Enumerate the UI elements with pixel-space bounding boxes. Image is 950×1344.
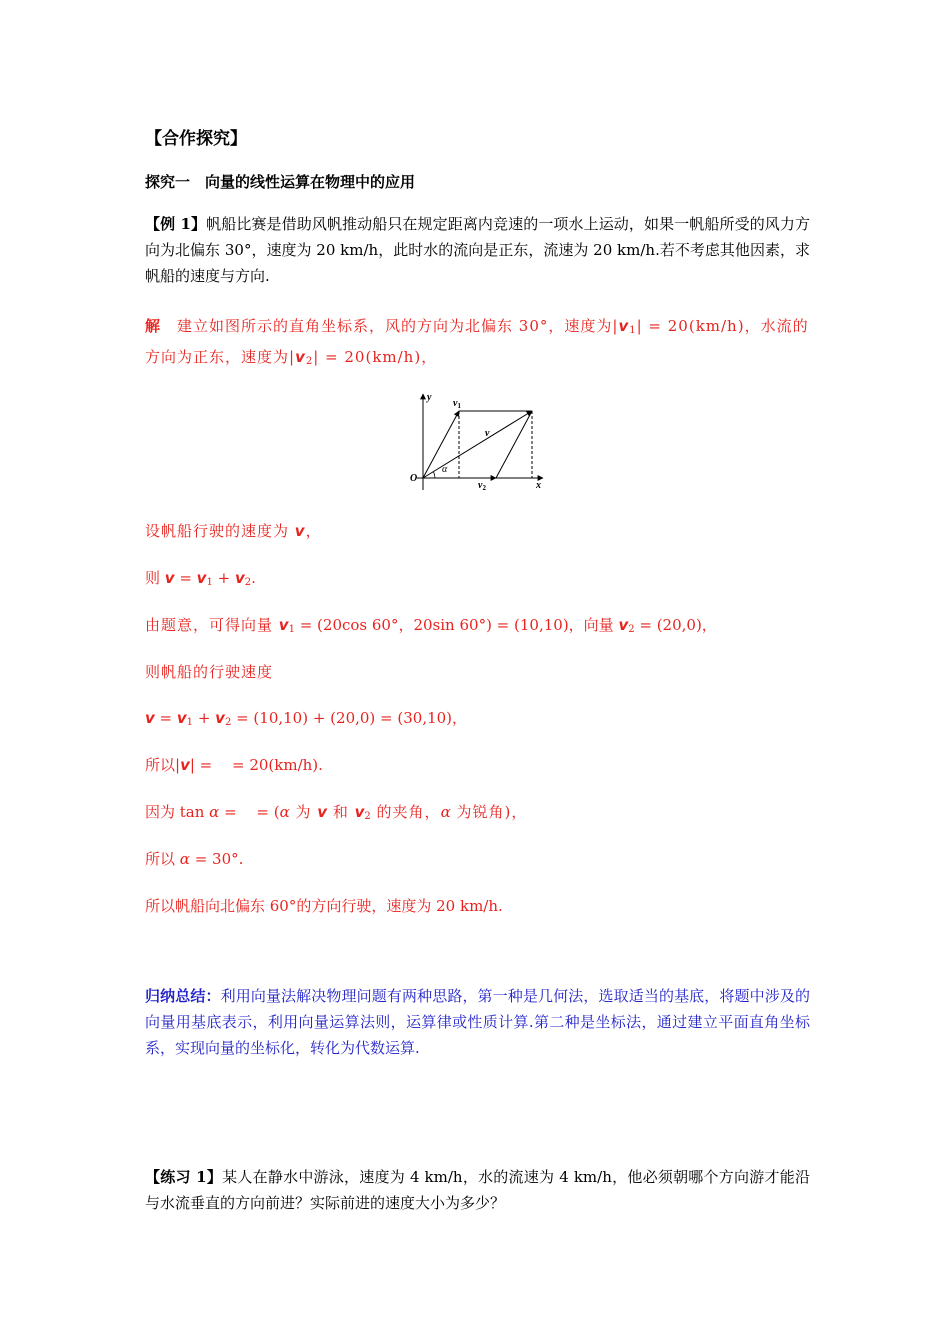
solution-jie: 解	[145, 317, 162, 335]
summary-block	[145, 983, 810, 1061]
label-x: x	[536, 480, 541, 491]
solution-line-8: 所以 α = 30°.	[145, 850, 244, 868]
parallelogram-right	[496, 411, 532, 478]
solution-line-3: 由题意，可得向量 $v_1 = (20\cos$ 60°，20sin 60°) = (10,10)，向量 $v_2 = (20,0)$，	[145, 616, 717, 635]
summary-text: 利用向量法解决物理问题有两种思路，第一种是几何法，选取适当的基底，将题中涉及的向量用基底表示，利用向量运算法则，运算律或性质计算.第二种是坐标法，通过建立平面直角坐标系，实现向量的坐标化，转化为代数运算.	[145, 987, 810, 1057]
summary-label: 归纳总结：	[145, 987, 221, 1005]
vector-v1-arrow	[423, 411, 459, 478]
label-v: v	[485, 428, 490, 439]
label-y: y	[427, 392, 432, 403]
solution-line-4: 则帆船的行驶速度	[145, 663, 274, 681]
solution-intro: 解 建立如图所示的直角坐标系，风的方向为北偏东 30°，速度为$|v_1| = 20(km/h)$，水流的 方向为正东，速度为$|v_2| = 20(km/h)$，	[145, 317, 809, 367]
solution-line-6: 所以|v| = = 20(km/h).	[145, 756, 323, 774]
solution-line-1: 设帆船行驶的速度为 v，	[145, 522, 322, 540]
solution-line-2: 则 $v = v_1 + v_2$.	[145, 569, 256, 588]
example-text: 帆船比赛是借助风帆推动船只在规定距离内竞速的一项水上运动，如果一帆船所受的风力方向为北偏东 30°，速度为 20 km/h，此时水的流向是正东，流速为 20 km/h.若不考虑其他因素，求帆船的速度与方向.	[145, 215, 810, 285]
vector-v-arrow	[423, 411, 532, 478]
label-alpha: α	[442, 464, 448, 475]
alpha-arc	[434, 472, 436, 478]
section-title: 【合作探究】	[145, 129, 247, 149]
label-origin: O	[410, 473, 418, 484]
solution-conclusion: 所以帆船向北偏东 60°的方向行驶，速度为 20 km/h.	[145, 897, 503, 915]
solution-line-5: $v = v_1 + v_2 = (10,10) + (20,0) = (30,10)$，	[145, 709, 468, 728]
vector-diagram	[405, 388, 550, 493]
solution-line-7: 因为 tan α = = (α 为 v 和 $v_2$ 的夹角，α 为锐角)，	[145, 803, 528, 822]
exercise-text: 某人在静水中游泳，速度为 4 km/h，水的流速为 4 km/h，他必须朝哪个方向游才能沿与水流垂直的方向前进？实际前进的速度大小为多少？	[145, 1168, 810, 1212]
exercise-1	[145, 1164, 810, 1216]
label-v1: $v_1$	[453, 398, 461, 410]
subsection-heading: 探究一 向量的线性运算在物理中的应用	[145, 173, 416, 191]
label-v2: $v_2$	[478, 480, 486, 492]
example-label: 【例 1】	[145, 215, 207, 233]
exercise-label: 【练习 1】	[145, 1168, 223, 1186]
example-1	[145, 211, 810, 289]
